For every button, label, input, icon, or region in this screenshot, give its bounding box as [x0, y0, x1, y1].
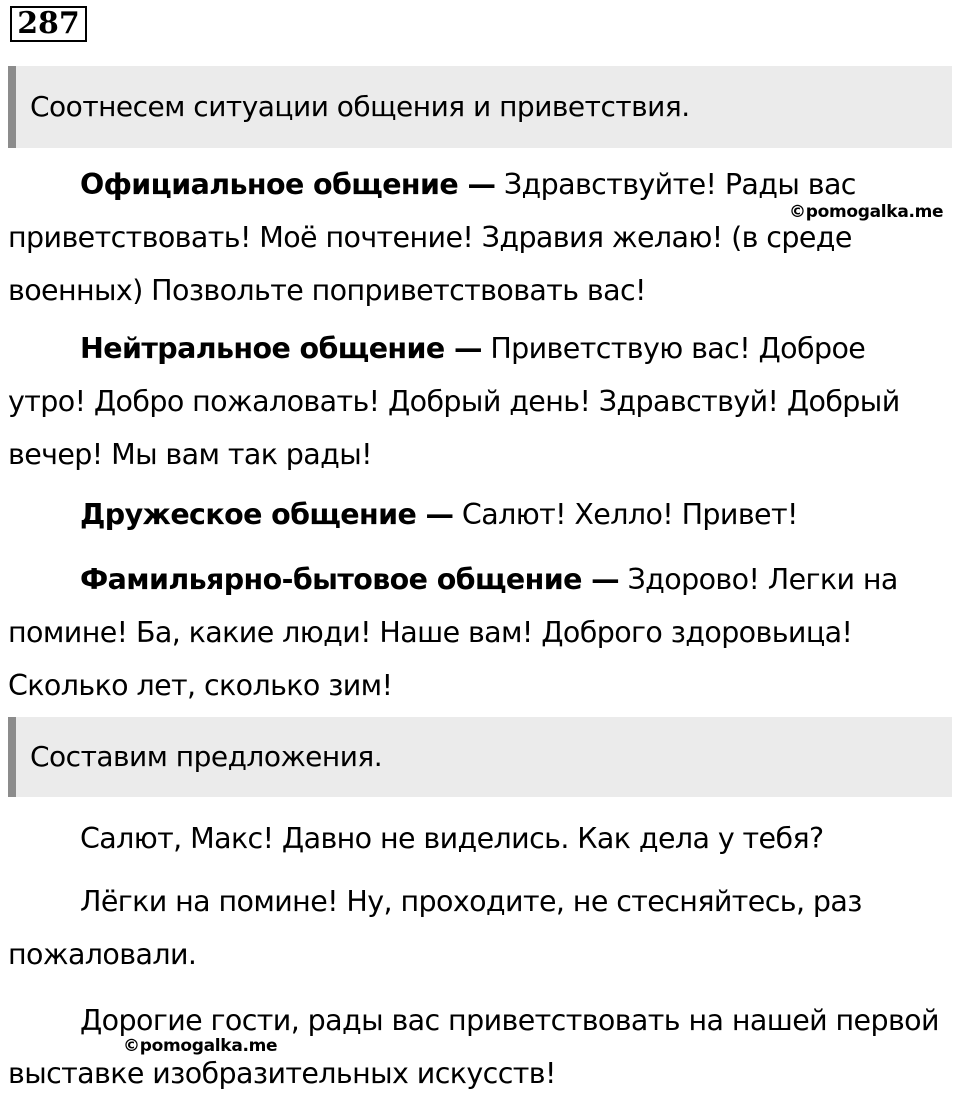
paragraph-neutral: [8, 322, 948, 481]
greetings-friendly: Салют! Хелло! Привет!: [453, 498, 798, 531]
term-familiar: Фамильярно-бытовое общение —: [80, 563, 620, 596]
paragraph-official: [8, 158, 948, 317]
term-official: Официальное общение —: [80, 168, 496, 201]
section-heading-sentences: Составим предложения.: [8, 717, 952, 797]
paragraph-familiar: [8, 553, 948, 712]
task-number-box: 287: [10, 6, 87, 42]
term-neutral: Нейтральное общение —: [80, 332, 482, 365]
paragraph-friendly: [8, 488, 948, 541]
watermark-top: ©pomogalka.me: [789, 202, 944, 222]
section-heading-matching: Соотнесем ситуации общения и приветствия.: [8, 66, 952, 148]
term-friendly: Дружеское общение —: [80, 498, 454, 531]
sentence-1: Салют, Макс! Давно не виделись. Как дела у тебя?: [80, 822, 824, 855]
greetings-official: Здравствуйте! Рады вас приветствовать! Моё почтение! Здравия желаю! (в среде военных) Позвольте поприветствовать вас!: [8, 168, 856, 307]
watermark-bottom: ©pomogalka.me: [123, 1036, 278, 1056]
sentence-2: Лёгки на помине! Ну, проходите, не стесняйтесь, раз пожаловали.: [8, 885, 862, 971]
sentence-3: Дорогие гости, рады вас приветствовать на нашей первой выставке изобразительных искусств!: [8, 1004, 939, 1090]
greetings-neutral: Приветствую вас! Доброе утро! Добро пожаловать! Добрый день! Здравствуй! Добрый вечер! Мы вам так рады!: [8, 332, 900, 471]
greetings-familiar: Здорово! Легки на помине! Ба, какие люди! Наше вам! Доброго здоровьица! Сколько лет, сколько зим!: [8, 563, 898, 702]
